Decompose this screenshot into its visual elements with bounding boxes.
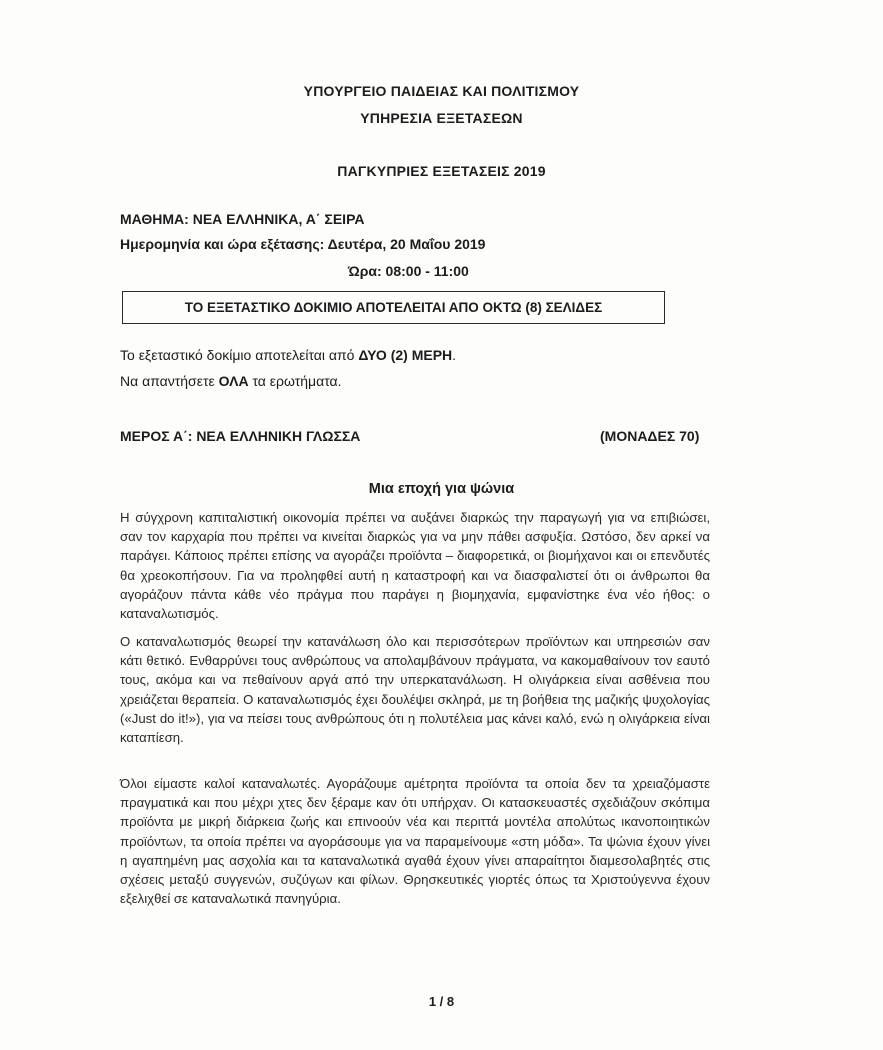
notice-text: ΤΟ ΕΞΕΤΑΣΤΙΚΟ ΔΟΚΙΜΙΟ ΑΠΟΤΕΛΕΙΤΑΙ ΑΠΟ ΟΚΤΩ (8) ΣΕΛΙΔΕΣ — [184, 300, 603, 315]
instruction-1-suffix: . — [452, 347, 457, 363]
notice-box — [122, 291, 665, 324]
instruction-2-bold: ΟΛΑ — [218, 373, 249, 389]
paragraph-text: Η σύγχρονη καπιταλιστική οικονομία πρέπει να αυξάνει διαρκώς την παραγωγή για να επιβιώσει, σαν τον καρχαρία που πρέπει να κινείται διαρκώς για να μην πάθει ασφυξία. Ωστόσο, δεν αρκεί να παράγει. Κάποιος πρέπει επίσης να αγοράζει προϊόντα – διαφορετικά, οι βιομήχανοι και οι επενδυτές θα χρεοκοπήσουν. Για να προληφθεί αυτή η καταστροφή και να διασφαλιστεί ότι οι άνθρωποι θα αγοράζουν πάντα κάθε νέο πράγμα που παράγει η βιομηχανία, εμφανίστηκε ένα νέο ήθος: ο καταναλωτισμός. — [120, 510, 710, 622]
exam-date-line — [120, 236, 485, 252]
paragraph-text: Ο καταναλωτισμός θεωρεί την κατανάλωση όλο και περισσότερων προϊόντων και υπηρεσιών σαν κάτι θετικό. Ενθαρρύνει τους ανθρώπους να απολαμβάνουν πράγματα, να κακομαθαίνουν τον εαυτό τους, ακόμα και να πεθαίνουν αργά από την υπερκατανάλωση. Η ολιγάρκεια είναι ασθένεια που χρειάζεται θεραπεία. Ο καταναλωτισμός έχει δουλέψει σκληρά, με τη βοήθεια της μαζικής ψυχολογίας («Just do it!»), για να πείσει τους ανθρώπους ότι η πολυτέλεια μας κάνει καλό, ενώ η ολιγάρκεια είναι καταπίεση. — [120, 634, 710, 746]
article-paragraph-1 — [120, 508, 710, 623]
subject-line: ΜΑΘΗΜΑ: ΝΕΑ ΕΛΛΗΝΙΚΑ, Α΄ ΣΕΙΡΑ — [120, 211, 365, 227]
ministry-heading: ΥΠΟΥΡΓΕΙΟ ΠΑΙΔΕΙΑΣ ΚΑΙ ΠΟΛΙΤΙΣΜΟΥ — [303, 83, 580, 99]
exams-heading: ΠΑΓΚΥΠΡΙΕΣ ΕΞΕΤΑΣΕΙΣ 2019 — [337, 163, 546, 179]
instruction-2-prefix: Να απαντήσετε — [120, 373, 219, 389]
instruction-2-suffix: τα ερωτήματα. — [248, 373, 342, 389]
part-title: ΜΕΡΟΣ Α΄: ΝΕΑ ΕΛΛΗΝΙΚΗ ΓΛΩΣΣΑ — [120, 428, 361, 444]
instruction-line-1 — [120, 347, 456, 363]
page-number: 1 / 8 — [428, 994, 455, 1009]
instruction-1-bold: ΔΥΟ (2) ΜΕΡΗ — [358, 347, 453, 363]
part-marks: (ΜΟΝΑΔΕΣ 70) — [600, 428, 700, 444]
instruction-line-2 — [120, 373, 342, 389]
exam-date-value: Δευτέρα, 20 Μαΐου 2019 — [327, 236, 486, 252]
exam-time: Ώρα: 08:00 - 11:00 — [348, 263, 469, 279]
article-paragraph-3 — [120, 774, 710, 908]
article-paragraph-2 — [120, 632, 710, 747]
service-heading: ΥΠΗΡΕΣΙΑ ΕΞΕΤΑΣΕΩΝ — [360, 110, 523, 126]
article-title: Μια εποχή για ψώνια — [368, 481, 515, 497]
instruction-1-prefix: Το εξεταστικό δοκίμιο αποτελείται από — [120, 347, 359, 363]
exam-date-label: Ημερομηνία και ώρα εξέτασης: — [120, 236, 328, 252]
paragraph-text: Όλοι είμαστε καλοί καταναλωτές. Αγοράζουμε αμέτρητα προϊόντα τα οποία δεν τα χρειαζόμαστε πραγματικά και που μέχρι χτες δεν ξέραμε καν ότι υπήρχαν. Οι κατασκευαστές σχεδιάζουν σκόπιμα προϊόντα με μικρή διάρκεια ζωής και επινοούν νέα και περιττά μοντέλα απολύτως ικανοποιητικών προϊόντων, τα οποία πρέπει να αγοράσουμε για να παραμείνουμε «στη μόδα». Τα ψώνια έχουν γίνει η αγαπημένη μας ασχολία και τα καταναλωτικά αγαθά έχουν γίνει απαραίτητοι διαμεσολαβητές στις σχέσεις μεταξύ συγγενών, συζύγων και φίλων. Θρησκευτικές γιορτές όπως τα Χριστούγεννα έχουν εξελιχθεί σε καταναλωτικά πανηγύρια. — [120, 776, 710, 907]
